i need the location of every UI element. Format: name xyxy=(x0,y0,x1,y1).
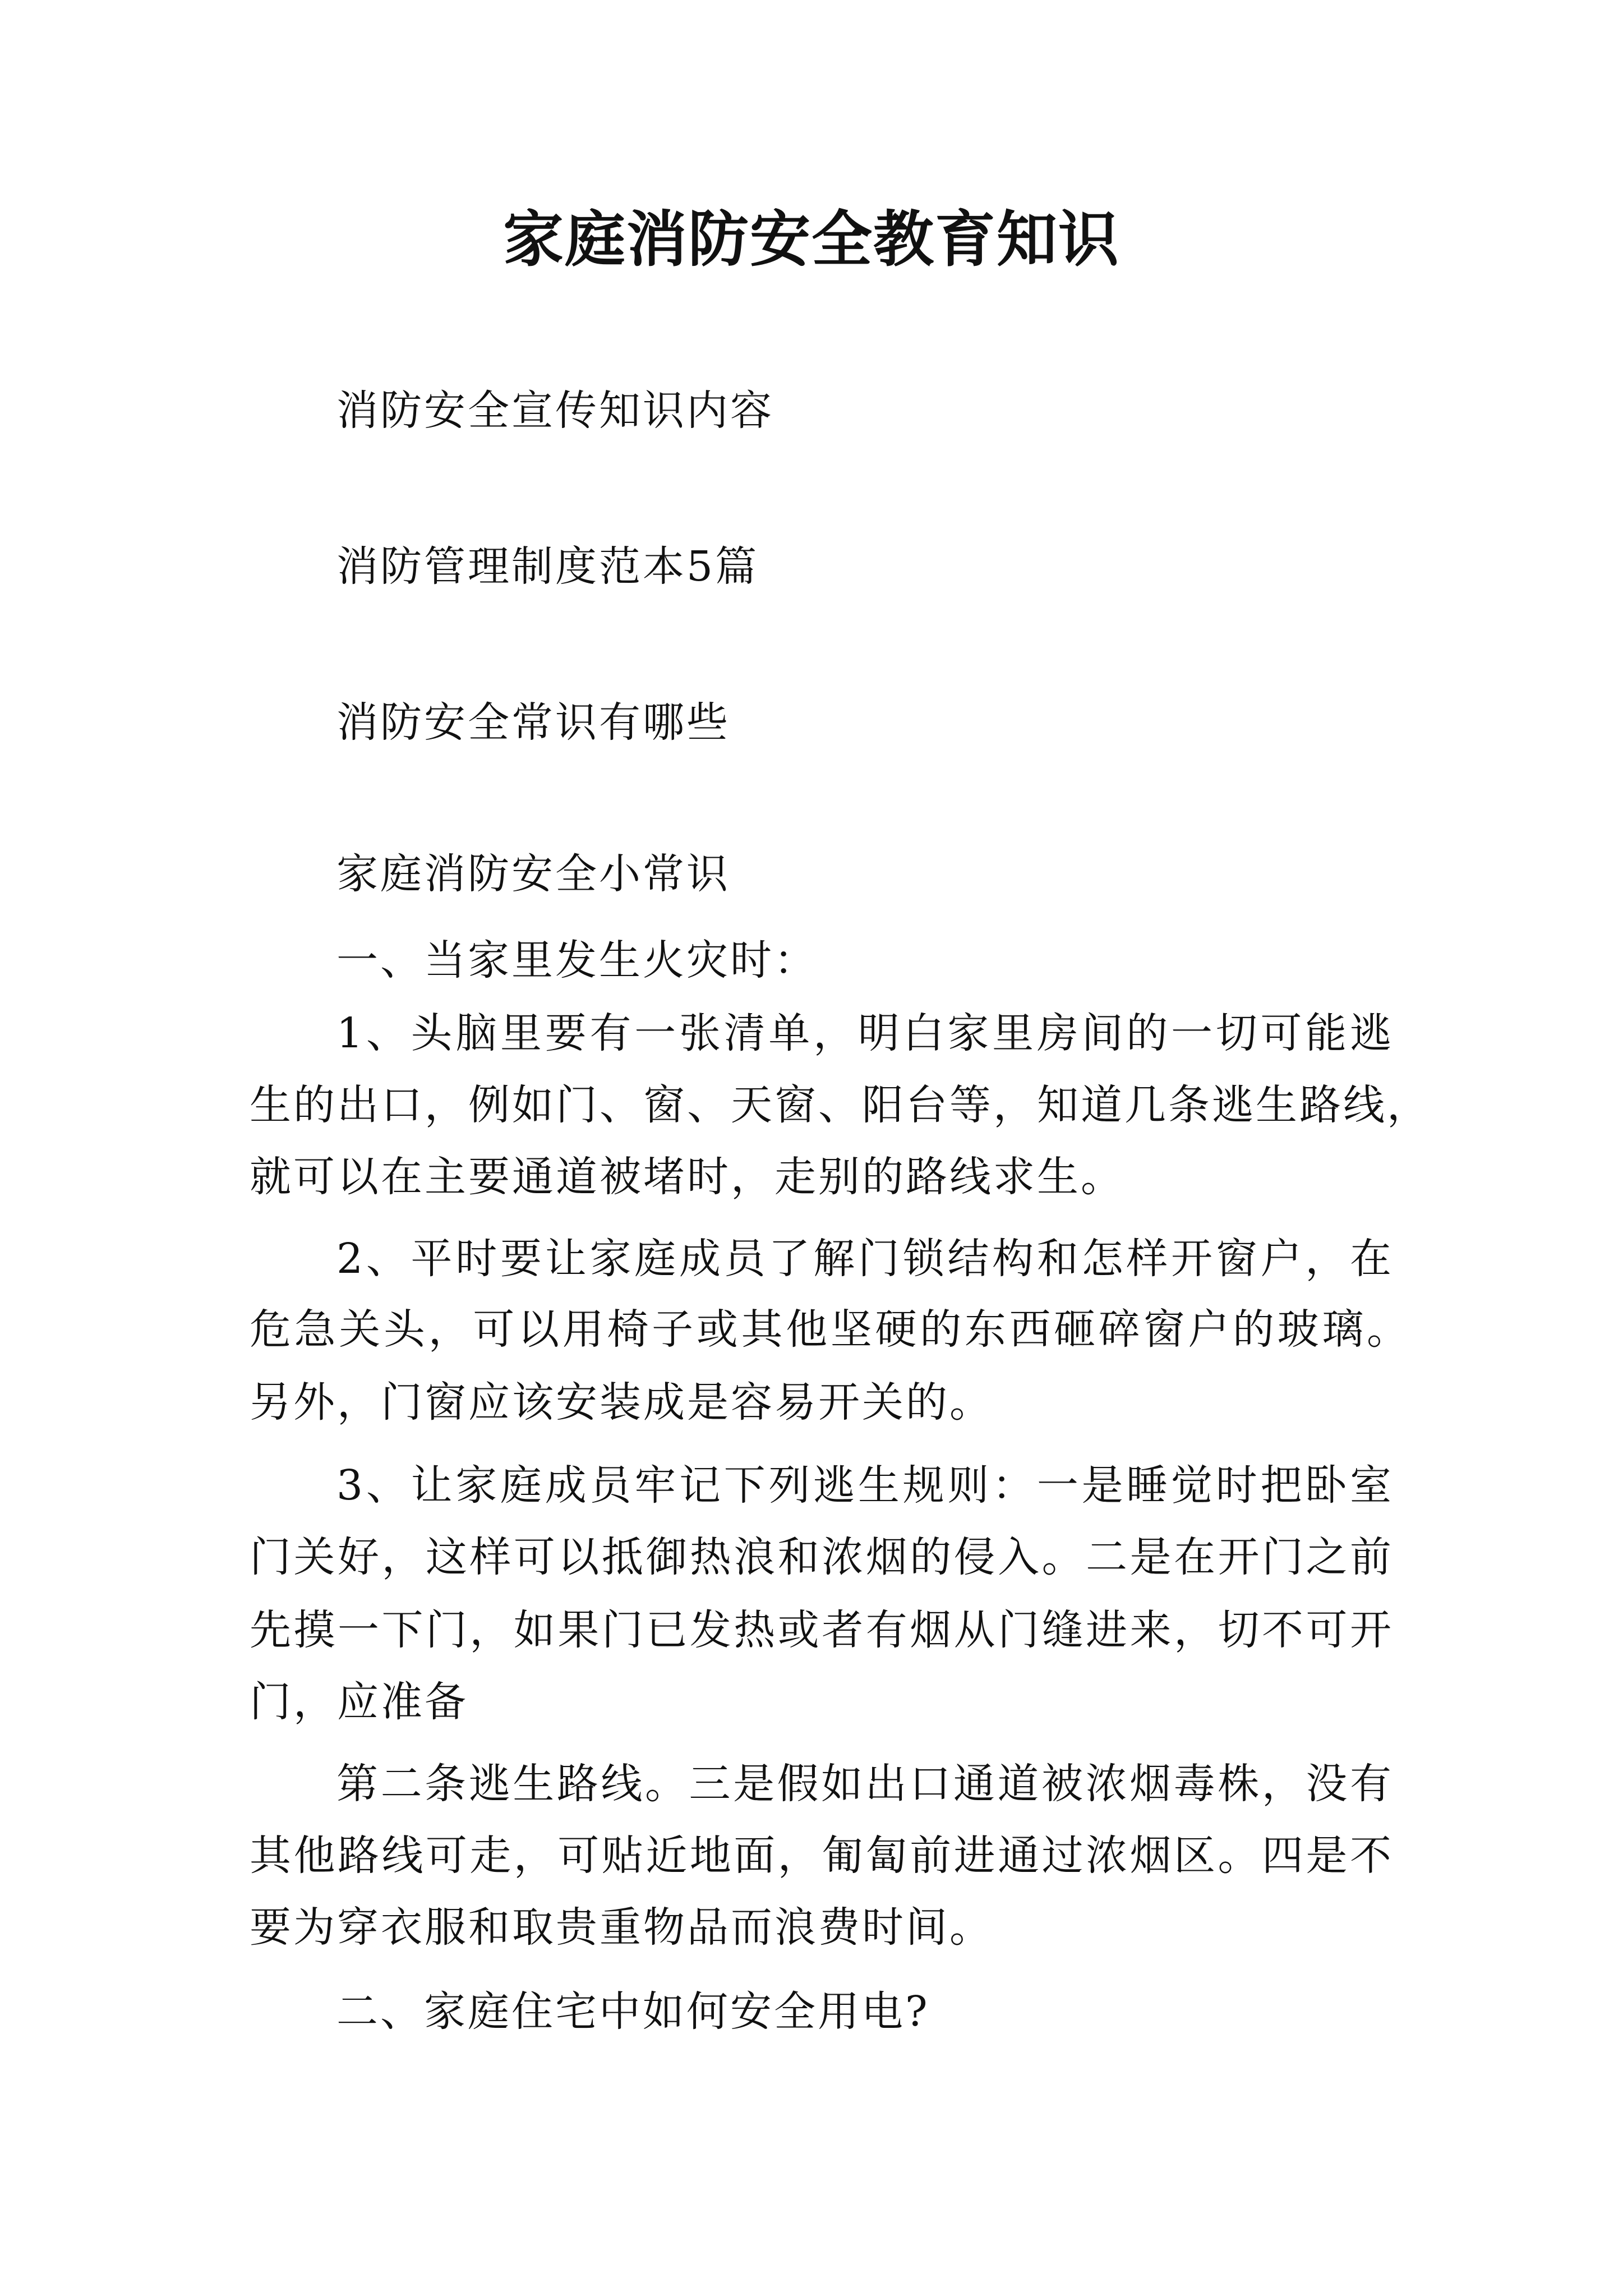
part1-heading: 一、当家里发生火灾时： xyxy=(336,936,818,984)
paragraph-1-line-3: 就可以在主要通道被堵时，走别的路线求生。 xyxy=(250,1153,1124,1201)
related-link-fire-management-templates[interactable]: 消防管理制度范本5篇 xyxy=(336,542,759,591)
paragraph-2-line-3: 另外，门窗应该安装成是容易开关的。 xyxy=(250,1378,993,1427)
paragraph-1-line-1: 1、头脑里要有一张清单，明白家里房间的一切可能逃 xyxy=(336,1009,1394,1057)
paragraph-4-line-3: 要为穿衣服和取贵重物品而浪费时间。 xyxy=(250,1903,993,1952)
paragraph-1-line-2: 生的出口，例如门、窗、天窗、阳台等，知道几条逃生路线， xyxy=(250,1081,1431,1129)
related-link-fire-safety-common-sense[interactable]: 消防安全常识有哪些 xyxy=(336,698,730,747)
paragraph-3-line-1: 3、让家庭成员牢记下列逃生规则：一是睡觉时把卧室 xyxy=(336,1461,1394,1510)
document-title: 家庭消防安全教育知识 xyxy=(502,204,1120,275)
section-heading: 家庭消防安全小常识 xyxy=(336,850,730,898)
paragraph-4-line-2: 其他路线可走，可贴近地面，匍匐前进通过浓烟区。四是不 xyxy=(250,1832,1394,1880)
paragraph-2-line-1: 2、平时要让家庭成员了解门锁结构和怎样开窗户，在 xyxy=(336,1235,1394,1283)
paragraph-3-line-4: 门，应准备 xyxy=(250,1678,468,1726)
paragraph-4-line-1: 第二条逃生路线。三是假如出口通道被浓烟毒株，没有 xyxy=(336,1760,1394,1808)
paragraph-2-line-2: 危急关头，可以用椅子或其他坚硬的东西砸碎窗户的玻璃。 xyxy=(250,1305,1410,1354)
related-link-fire-safety-promotion[interactable]: 消防安全宣传知识内容 xyxy=(336,386,774,435)
paragraph-3-line-3: 先摸一下门，如果门已发热或者有烟从门缝进来，切不可开 xyxy=(250,1606,1394,1654)
part2-heading: 二、家庭住宅中如何安全用电? xyxy=(336,1987,930,2036)
paragraph-3-line-2: 门关好，这样可以抵御热浪和浓烟的侵入。二是在开门之前 xyxy=(250,1533,1394,1581)
